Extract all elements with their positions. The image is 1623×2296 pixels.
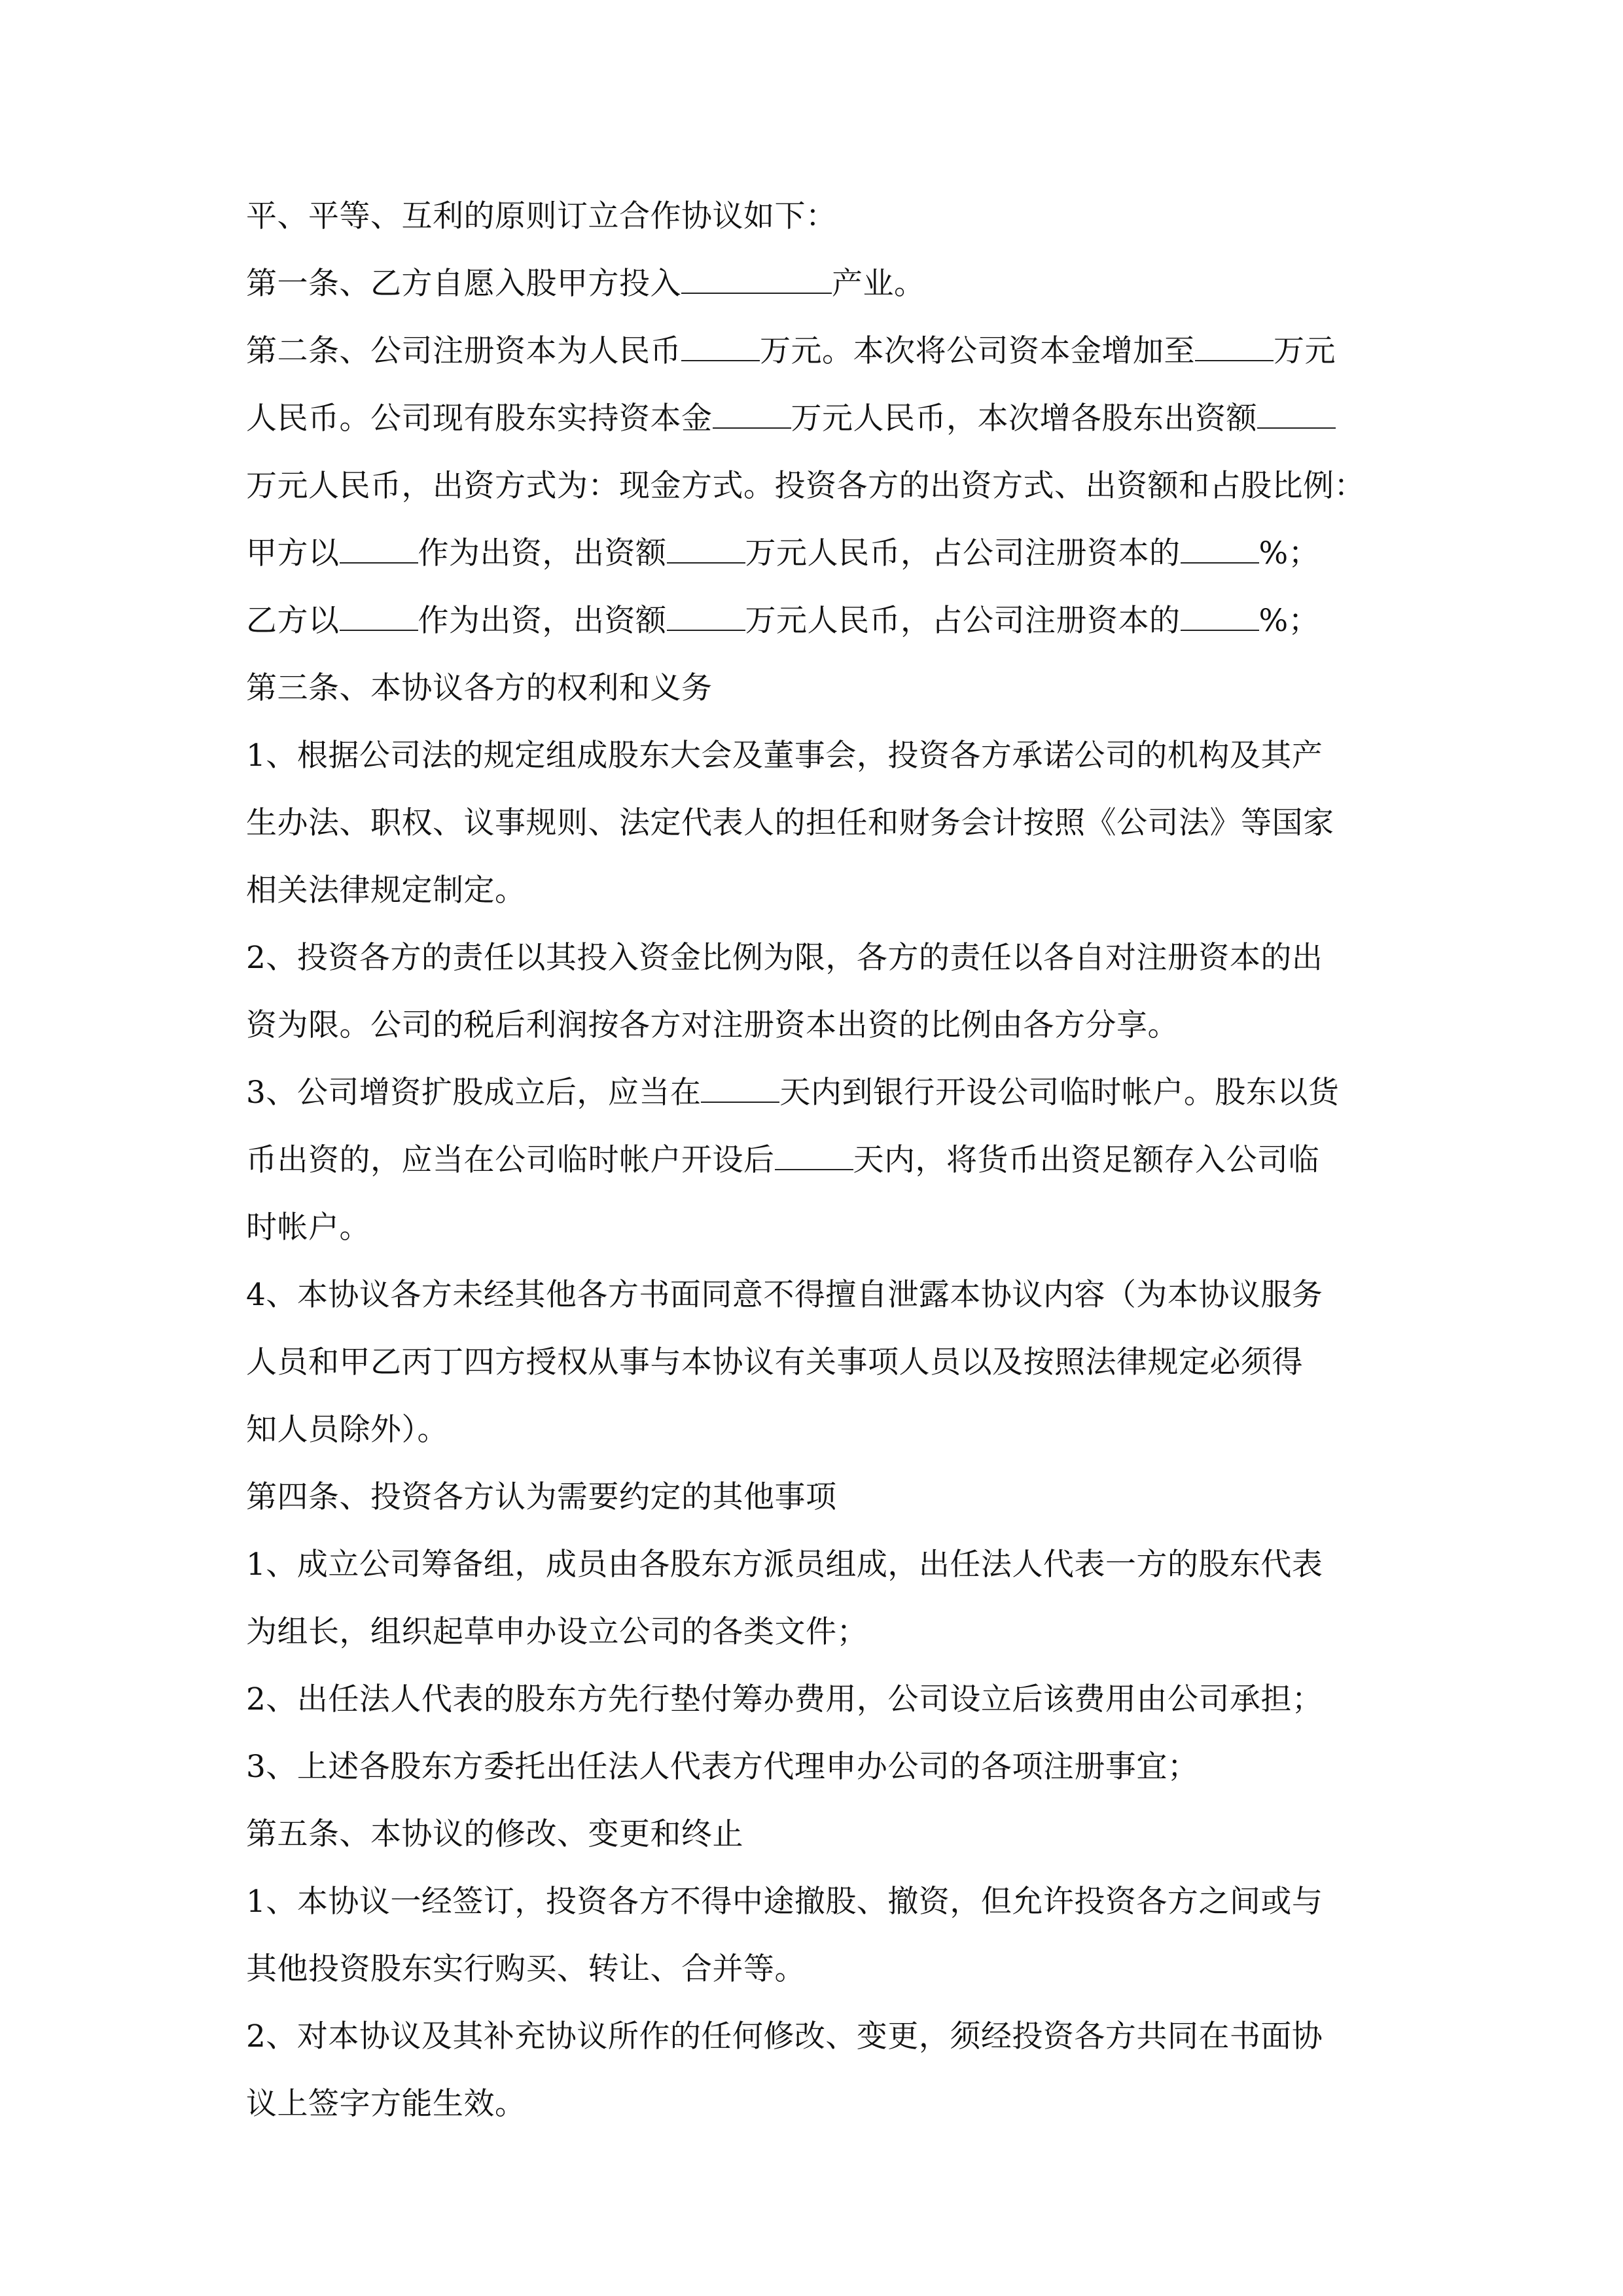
fill-blank (340, 601, 418, 631)
text-line (246, 1738, 1391, 1797)
line-text: 2、对本协议及其补充协议所作的任何修改、变更，须经投资各方共同在书面协 (246, 2018, 1323, 2054)
line-text: 第五条、本协议的修改、变更和终止 (246, 1816, 743, 1852)
text-line (246, 929, 1391, 988)
line-text: 相关法律规定制定。 (246, 872, 526, 908)
line-text: 3、公司增资扩股成立后，应当在 (246, 1075, 702, 1111)
text-line (246, 1401, 1391, 1460)
line-text: 第二条、公司注册资本为人民币 (246, 333, 681, 369)
line-text: 万元。本次将公司资本金增加至 (760, 333, 1195, 369)
line-text: 产业。 (832, 266, 925, 302)
text-line (246, 187, 1391, 246)
line-text: 万元人民币，占公司注册资本的 (745, 535, 1181, 571)
text-line (246, 1266, 1391, 1325)
fill-blank (667, 533, 745, 564)
text-line (246, 1670, 1391, 1729)
fill-blank (775, 1140, 853, 1170)
article-2-line (246, 322, 1391, 381)
article-4-heading (246, 1468, 1391, 1527)
text-line (246, 457, 1391, 516)
fill-blank (1257, 399, 1336, 429)
line-text: 2、出任法人代表的股东方先行垫付筹办费用，公司设立后该费用由公司承担； (246, 1681, 1323, 1717)
fill-blank (681, 331, 760, 361)
line-text: 人民币。公司现有股东实持资本金 (246, 401, 713, 437)
line-text: 人员和甲乙丙丁四方授权从事与本协议有关事项人员以及按照法律规定必须得 (246, 1344, 1303, 1380)
line-text: 天内到银行开设公司临时帐户。股东以货 (779, 1075, 1340, 1111)
line-text: %； (1258, 603, 1320, 639)
line-text: 时帐户。 (246, 1210, 370, 1246)
line-text: 第三条、本协议各方的权利和义务 (246, 670, 713, 706)
text-line (246, 1198, 1391, 1257)
line-text: 资为限。公司的税后利润按各方对注册资本出资的比例由各方分享。 (246, 1007, 1179, 1043)
line-text: 2、投资各方的责任以其投入资金比例为限，各方的责任以各自对注册资本的出 (246, 940, 1323, 976)
line-text: 第一条、乙方自愿入股甲方投入 (246, 266, 681, 302)
text-line (246, 389, 1391, 448)
text-line (246, 1535, 1391, 1594)
line-text: %； (1258, 535, 1320, 571)
line-text: 甲方以 (246, 535, 340, 571)
text-line (246, 726, 1391, 785)
fill-blank (1181, 533, 1259, 564)
party-b-line (246, 592, 1391, 651)
line-text: 作为出资，出资额 (418, 535, 667, 571)
article-5-heading (246, 1805, 1391, 1864)
line-text: 乙方以 (246, 603, 340, 639)
text-line (246, 996, 1391, 1055)
line-text: 万元 (1274, 333, 1336, 369)
fill-blank (681, 264, 832, 294)
line-text: 作为出资，出资额 (418, 603, 667, 639)
party-a-line (246, 524, 1391, 583)
fill-blank (701, 1073, 779, 1103)
line-text: 其他投资股东实行购买、转让、合并等。 (246, 1951, 806, 1987)
article-3-heading (246, 659, 1391, 718)
fill-blank (713, 399, 791, 429)
line-text: 平、平等、互利的原则订立合作协议如下： (246, 198, 837, 234)
line-text: 3、上述各股东方委托出任法人代表方代理申办公司的各项注册事宜； (246, 1749, 1199, 1785)
line-text: 币出资的，应当在公司临时帐户开设后 (246, 1142, 775, 1178)
line-text: 天内，将货币出资足额存入公司临 (853, 1142, 1319, 1178)
fill-blank (340, 533, 418, 564)
text-line (246, 2007, 1391, 2066)
article-1-line (246, 255, 1391, 314)
line-text: 1、成立公司筹备组，成员由各股东方派员组成，出任法人代表一方的股东代表 (246, 1547, 1323, 1583)
text-line (246, 1940, 1391, 1999)
fill-blank (1195, 331, 1274, 361)
text-line (246, 794, 1391, 853)
line-text: 生办法、职权、议事规则、法定代表人的担任和财务会计按照《公司法》等国家 (246, 805, 1334, 841)
text-line (246, 1064, 1391, 1122)
line-text: 万元人民币，占公司注册资本的 (745, 603, 1181, 639)
fill-blank (667, 601, 745, 631)
line-text: 1、本协议一经签订，投资各方不得中途撤股、撤资，但允许投资各方之间或与 (246, 1884, 1323, 1920)
fill-blank (1181, 601, 1259, 631)
line-text: 1、根据公司法的规定组成股东大会及董事会，投资各方承诺公司的机构及其产 (246, 738, 1323, 774)
line-text: 4、本协议各方未经其他各方书面同意不得擅自泄露本协议内容（为本协议服务 (246, 1277, 1323, 1313)
line-text: 万元人民币，出资方式为：现金方式。投资各方的出资方式、出资额和占股比例： (246, 468, 1365, 504)
line-text: 为组长，组织起草申办设立公司的各类文件； (246, 1614, 868, 1650)
text-line (246, 2075, 1391, 2134)
line-text: 知人员除外）。 (246, 1412, 448, 1448)
line-text: 万元人民币，本次增各股东出资额 (791, 401, 1257, 437)
line-text: 议上签字方能生效。 (246, 2086, 526, 2122)
text-line (246, 1873, 1391, 1931)
text-line (246, 861, 1391, 920)
text-line (246, 1131, 1391, 1190)
text-line (246, 1603, 1391, 1662)
text-line (246, 1333, 1391, 1392)
line-text: 第四条、投资各方认为需要约定的其他事项 (246, 1479, 837, 1515)
